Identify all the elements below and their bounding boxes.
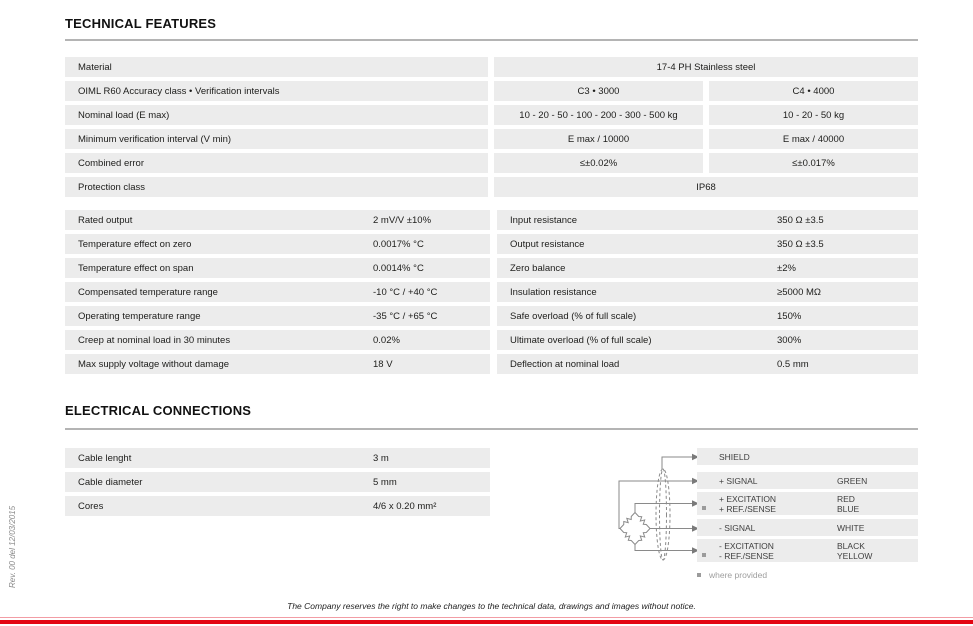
- table-row: [65, 282, 490, 302]
- spec-label: Nominal load (E max): [65, 105, 488, 125]
- spec-value: IP68: [494, 177, 918, 197]
- footer-disclaimer: The Company reserves the right to make changes to the technical data, drawings and images without notice.: [287, 601, 696, 611]
- param-value: 300%: [777, 334, 802, 346]
- spec-value-c4: E max / 40000: [709, 129, 918, 149]
- param-value: 4/6 x 0.20 mm²: [373, 500, 437, 512]
- spec-value: 17-4 PH Stainless steel: [494, 57, 918, 77]
- table-row: [65, 354, 490, 374]
- parameters-table-left: [65, 210, 490, 378]
- param-value: 0.02%: [373, 334, 400, 346]
- param-value: 0.0017% °C: [373, 238, 424, 250]
- technical-features-title: TECHNICAL FEATURES: [65, 16, 217, 31]
- electrical-connections-title: ELECTRICAL CONNECTIONS: [65, 403, 252, 418]
- table-row: [65, 177, 918, 197]
- wire-name: - REF./SENSE: [719, 550, 774, 561]
- resistor-icon: [635, 529, 650, 545]
- param-label: Zero balance: [510, 262, 566, 274]
- param-label: Output resistance: [510, 238, 585, 250]
- wiring-row-shield: [697, 448, 918, 465]
- param-label: Cable lenght: [78, 452, 132, 464]
- param-value: 5 mm: [373, 476, 397, 488]
- param-label: Temperature effect on zero: [78, 238, 192, 250]
- cable-outline-icon: [656, 469, 670, 560]
- param-label: Cable diameter: [78, 476, 143, 488]
- spec-value-c3: ≤±0.02%: [494, 153, 703, 173]
- param-value: 0.5 mm: [777, 358, 809, 370]
- table-row: [65, 496, 490, 516]
- section-rule: [65, 39, 918, 41]
- table-row: [497, 330, 918, 350]
- cable-outline-icon: [660, 469, 667, 560]
- table-row: [65, 210, 490, 230]
- wiring-row-plus-excitation: [697, 492, 918, 515]
- table-row: [65, 330, 490, 350]
- cable-table: [65, 448, 490, 520]
- param-value: 18 V: [373, 358, 393, 370]
- spec-label: Protection class: [65, 177, 488, 197]
- wire-color: BLACK: [837, 540, 865, 551]
- param-label: Rated output: [78, 214, 133, 226]
- table-row: [65, 129, 918, 149]
- spec-value-c3: E max / 10000: [494, 129, 703, 149]
- param-value: -10 °C / +40 °C: [373, 286, 438, 298]
- spec-label: Minimum verification interval (V min): [65, 129, 488, 149]
- resistor-icon: [635, 513, 650, 529]
- param-label: Compensated temperature range: [78, 286, 218, 298]
- wire-name: + EXCITATION: [719, 493, 777, 504]
- wire-name: - SIGNAL: [719, 522, 756, 533]
- footer-thin-red-rule: [0, 617, 973, 618]
- footer-red-rule: [0, 620, 973, 624]
- legend-text: where provided: [709, 570, 768, 580]
- table-row: [65, 258, 490, 278]
- param-value: ≥5000 MΩ: [777, 286, 822, 298]
- revision-note: Rev. 00 del 12/03/2015: [8, 505, 17, 588]
- resistor-icon: [620, 529, 635, 545]
- section-rule: [65, 428, 918, 430]
- param-label: Safe overload (% of full scale): [510, 310, 637, 322]
- table-row: [65, 472, 490, 492]
- param-label: Ultimate overload (% of full scale): [510, 334, 652, 346]
- table-row: [65, 448, 490, 468]
- param-label: Insulation resistance: [510, 286, 597, 298]
- param-value: 350 Ω ±3.5: [777, 238, 824, 250]
- bridge-circuit-diagram: [605, 445, 705, 580]
- param-value: 3 m: [373, 452, 389, 464]
- wiring-row-plus-signal: [697, 472, 918, 489]
- table-row: [65, 306, 490, 326]
- param-label: Cores: [78, 500, 104, 512]
- param-label: Deflection at nominal load: [510, 358, 620, 370]
- table-row: [497, 258, 918, 278]
- parameters-table-right: [497, 210, 918, 378]
- table-row: [497, 282, 918, 302]
- param-value: ±2%: [777, 262, 796, 274]
- wiring-row-minus-excitation: [697, 539, 918, 562]
- param-value: 2 mV/V ±10%: [373, 214, 432, 226]
- wire-name: + REF./SENSE: [719, 503, 776, 514]
- spec-value-c3: 10 - 20 - 50 - 100 - 200 - 300 - 500 kg: [494, 105, 703, 125]
- wire-color: YELLOW: [837, 550, 873, 561]
- spec-value-c4: C4 • 4000: [709, 81, 918, 101]
- param-label: Creep at nominal load in 30 minutes: [78, 334, 231, 346]
- wire-name: + SIGNAL: [719, 475, 758, 486]
- resistor-icon: [620, 513, 635, 529]
- table-row: [65, 153, 918, 173]
- wire-color: WHITE: [837, 522, 865, 533]
- spec-label: Material: [65, 57, 488, 77]
- table-row: [497, 306, 918, 326]
- wire-name: SHIELD: [719, 451, 750, 462]
- table-row: [65, 81, 918, 101]
- where-provided-marker-icon: [702, 553, 706, 557]
- wiring-row-minus-signal: [697, 519, 918, 536]
- table-row: [65, 105, 918, 125]
- spec-value-c4: ≤±0.017%: [709, 153, 918, 173]
- wiring-legend: [697, 570, 767, 580]
- spec-label: Combined error: [65, 153, 488, 173]
- param-label: Max supply voltage without damage: [78, 358, 230, 370]
- where-provided-marker-icon: [702, 506, 706, 510]
- param-label: Input resistance: [510, 214, 578, 226]
- table-row: [65, 234, 490, 254]
- wire-color: GREEN: [837, 475, 868, 486]
- table-row: [497, 210, 918, 230]
- param-value: 0.0014% °C: [373, 262, 424, 274]
- spec-label: OIML R60 Accuracy class • Verification intervals: [65, 81, 488, 101]
- wire-color: BLUE: [837, 503, 860, 514]
- table-row: [497, 234, 918, 254]
- param-value: 150%: [777, 310, 802, 322]
- param-value: -35 °C / +65 °C: [373, 310, 438, 322]
- table-row: [65, 57, 918, 77]
- spec-value-c4: 10 - 20 - 50 kg: [709, 105, 918, 125]
- wire-name: - EXCITATION: [719, 540, 774, 551]
- where-provided-marker-icon: [697, 573, 701, 577]
- param-label: Temperature effect on span: [78, 262, 194, 274]
- wire-color: RED: [837, 493, 855, 504]
- spec-value-c3: C3 • 3000: [494, 81, 703, 101]
- table-row: [497, 354, 918, 374]
- spec-table: [65, 57, 918, 201]
- param-label: Operating temperature range: [78, 310, 201, 322]
- param-value: 350 Ω ±3.5: [777, 214, 824, 226]
